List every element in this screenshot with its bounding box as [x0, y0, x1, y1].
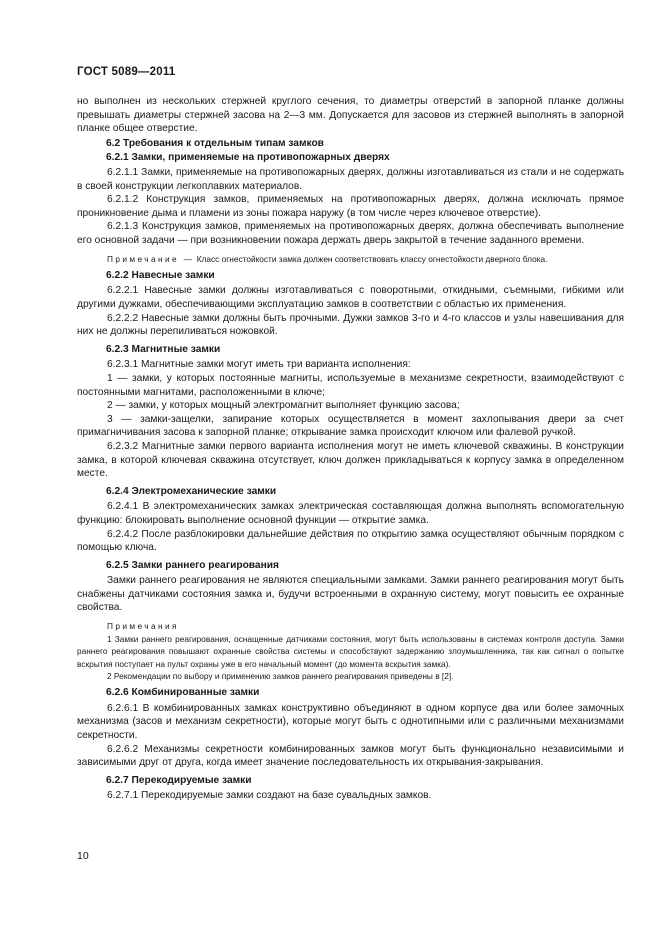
notes-title: Примечания	[107, 621, 179, 632]
subsection-heading: 6.2.3 Магнитные замки	[106, 343, 221, 355]
note-item: 2 Рекомендации по выбору и применению замков раннего реагирования приведены в [2].	[107, 670, 454, 681]
subsection-heading: 6.2.6 Комбинированные замки	[106, 687, 260, 699]
subsection-heading: 6.2.5 Замки раннего реагирования	[106, 559, 279, 571]
list-item: 3 — замки-защелки, запирание которых осуществляется в момент захлопывания двери за счет примагничивания засова к запорной планке; открывание замка происходит ключом или фалевой ручкой.	[77, 413, 624, 439]
subsection-heading: 6.2.2 Навесные замки	[106, 269, 215, 281]
note-text: Класс огнестойкости замка должен соответствовать классу огнестойкости дверного блока.	[194, 253, 548, 264]
paragraph: 6.2.3.1 Магнитные замки могут иметь три варианта исполнения:	[107, 359, 411, 371]
paragraph: 6.2.6.1 В комбинированных замках конструктивно объединяют в одном корпусе два или более замочных механизма (засов и механизм секретности), которые могут быть с однотипными или с различными механизмами секретности.	[77, 702, 624, 742]
paragraph: 6.2.2.2 Навесные замки должны быть прочными. Дужки замков 3-го и 4-го классов и узлы навешивания для них не должны перепиливаться ножовкой.	[77, 312, 624, 338]
page-number: 10	[77, 850, 89, 862]
subsection-heading: 6.2.1 Замки, применяемые на противопожарных дверях	[106, 152, 390, 164]
section-heading: 6.2 Требования к отдельным типам замков	[106, 137, 324, 149]
paragraph: 6.2.1.1 Замки, применяемые на противопожарных дверях, должны изготавливаться из стали и не содержать в своей конструкции легкоплавких материалов.	[77, 166, 624, 192]
subsection-heading: 6.2.7 Перекодируемые замки	[106, 774, 252, 786]
document-body	[77, 95, 624, 803]
paragraph: 6.2.7.1 Перекодируемые замки создают на базе сувальдных замков.	[107, 790, 432, 802]
paragraph: 6.2.1.2 Конструкция замков, применяемых на противопожарных дверях, должна исключать прямое проникновение дыма и пламени из зоны пожара наружу (в том числе через ключевое отверстие).	[77, 194, 624, 219]
paragraph: но выполнен из нескольких стержней круглого сечения, то диаметры отверстий в запорной планке должны превышать диаметры стержней засова на 2—3 мм. Допускается для засовов из стержней выполнять в запорной планке общее отверстие.	[77, 96, 624, 135]
subsection-heading: 6.2.4 Электромеханические замки	[106, 485, 277, 497]
note-item: 1 Замки раннего реагирования, оснащенные датчиками состояния, могут быть использованы в системах контроля доступа. Замки раннего реагирования повышают охранные свойства системы и способствуют задержанию злоумышленника, так как сигнал о попытке вскрытия поступает на пульт охраны уже в его начальный момент (до момента вскрытия замка).	[77, 634, 624, 669]
paragraph: 6.2.4.1 В электромеханических замках электрическая составляющая должна выполнять вспомогательную функцию: блокировать выполнение основной функции — открытие замка.	[77, 501, 624, 526]
paragraph: 6.2.2.1 Навесные замки должны изготавливаться с поворотными, откидными, съемными, гибкими или другими дужками, обеспечивающими эксплуатацию замков в соответствии с областью их применения.	[77, 285, 624, 311]
document-header: ГОСТ 5089—2011	[77, 66, 176, 78]
paragraph: 6.2.1.3 Конструкция замков, применяемых на противопожарных дверях, должна обеспечивать выполнение его основной задачи — при возникновении пожара держать дверь закрытой в течение заданного времени.	[77, 221, 624, 246]
list-item: 1 — замки, у которых постоянные магниты, используемые в механизме секретности, взаимодействуют с постоянными магнитами, расположенными в ключе;	[77, 372, 624, 398]
note	[77, 253, 624, 265]
paragraph: 6.2.6.2 Механизмы секретности комбинированных замков могут быть функционально независимыми и зависимыми друг от друга, когда имеет значение последовательность их открывания-закрывания.	[77, 743, 624, 769]
list-item: 2 — замки, у которых мощный электромагнит выполняет функцию засова;	[107, 400, 460, 412]
paragraph: 6.2.3.2 Магнитные замки первого варианта исполнения могут не иметь ключевой скважины. В конструкции замка, в которой ключевая скважина отсутствует, ключ должен прикладываться к корпусу замка в определенном месте.	[77, 440, 624, 480]
paragraph: 6.2.4.2 После разблокировки дальнейшие действия по открытию замка осуществляют обычным порядком с помощью ключа.	[77, 528, 624, 554]
paragraph: Замки раннего реагирования не являются специальными замками. Замки раннего реагирования могут быть снабжены датчиками состояния замка и, будучи встроенными в охранную систему, могут повысить ее охранные свойства.	[77, 575, 624, 614]
note-lead: Примечание —	[107, 253, 195, 264]
